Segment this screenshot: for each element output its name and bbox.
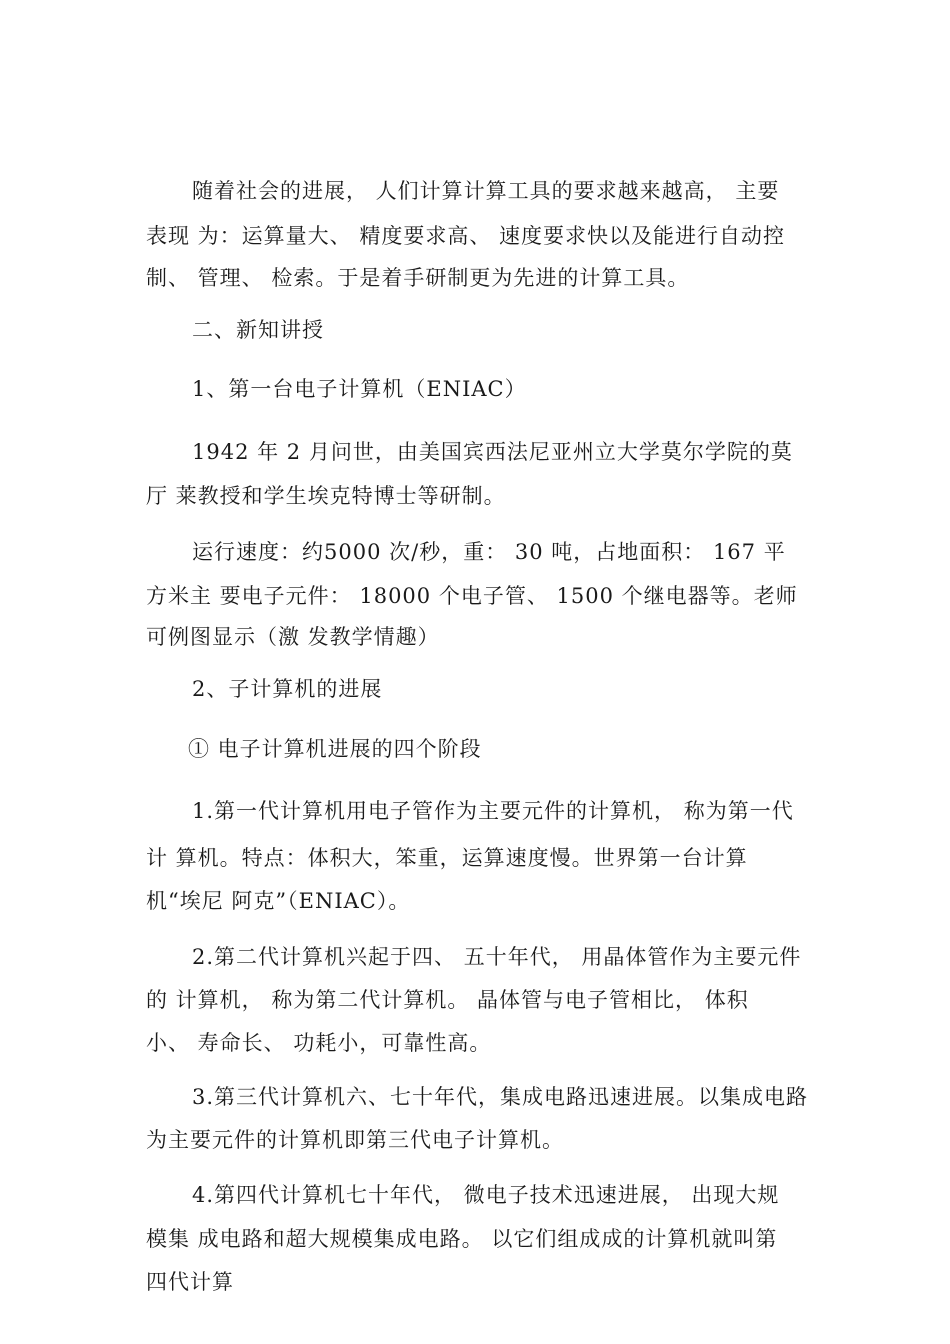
paragraph-intro-line-3: 制、 管理、 检索。于是着手研制更为先进的计算工具。 — [146, 266, 690, 290]
paragraph-gen1-line-3: 机“埃尼 阿克”（ENIAC）。 — [146, 889, 411, 913]
paragraph-specs-line-3: 可例图显示（激 发教学情趣） — [146, 625, 440, 649]
paragraph-gen2-line-1: 2.第二代计算机兴起于四、 五十年代， 用晶体管作为主要元件 — [192, 945, 802, 969]
subheading-development: 2、子计算机的进展 — [192, 677, 383, 701]
paragraph-gen4-line-3: 四代计算 — [146, 1270, 234, 1294]
paragraph-gen4-line-1: 4.第四代计算机七十年代， 微电子技术迅速进展， 出现大规 — [192, 1183, 780, 1207]
paragraph-gen2-line-3: 小、 寿命长、 功耗小，可靠性高。 — [146, 1031, 492, 1055]
paragraph-eniac-line-2: 厅 莱教授和学生埃克特博士等研制。 — [146, 484, 506, 508]
paragraph-gen1-line-1: 1.第一代计算机用电子管作为主要元件的计算机， 称为第一代 — [192, 799, 794, 823]
paragraph-gen2-line-2: 的 计算机， 称为第二代计算机。 晶体管与电子管相比， 体积 — [146, 988, 749, 1012]
subheading-four-stages: ① 电子计算机进展的四个阶段 — [188, 737, 482, 761]
paragraph-intro-line-2: 表现 为：运算量大、 精度要求高、 速度要求快以及能进行自动控 — [146, 224, 786, 248]
paragraph-specs-line-1: 运行速度：约5000 次/秒，重： 30 吨，占地面积： 167 平 — [192, 540, 786, 564]
paragraph-eniac-line-1: 1942 年 2 月问世，由美国宾西法尼亚州立大学莫尔学院的莫 — [192, 440, 793, 464]
paragraph-specs-line-2: 方米主 要电子元件： 18000 个电子管、 1500 个继电器等。老师 — [146, 584, 798, 608]
subheading-first-computer: 1、第一台电子计算机（ENIAC） — [192, 377, 527, 401]
paragraph-gen3-line-2: 为主要元件的计算机即第三代电子计算机。 — [146, 1128, 564, 1152]
paragraph-gen1-line-2: 计 算机。特点：体积大，笨重，运算速度慢。世界第一台计算 — [146, 846, 748, 870]
paragraph-gen4-line-2: 模集 成电路和超大规模集成电路。 以它们组成成的计算机就叫第 — [146, 1227, 778, 1251]
paragraph-intro-line-1: 随着社会的进展， 人们计算计算工具的要求越来越高， 主要 — [192, 179, 780, 203]
paragraph-gen3-line-1: 3.第三代计算机六、七十年代，集成电路迅速进展。以集成电路 — [192, 1085, 809, 1109]
section-heading-new-knowledge: 二、新知讲授 — [192, 318, 324, 342]
